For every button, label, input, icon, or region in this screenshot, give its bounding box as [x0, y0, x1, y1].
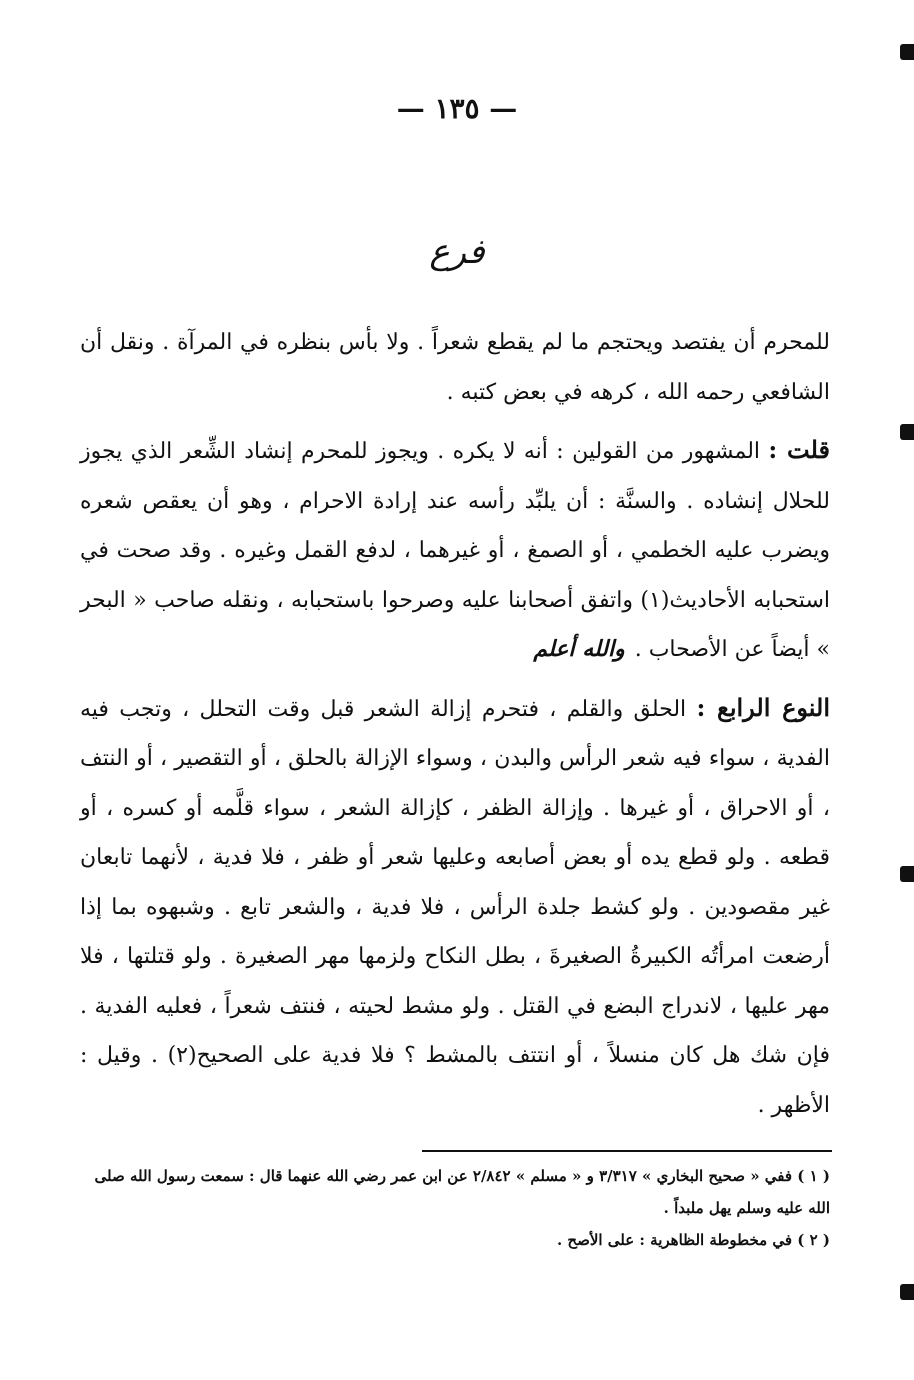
paragraph-2-closing: والله أعلم: [533, 636, 625, 662]
paragraph-1-text: للمحرم أن يفتصد ويحتجم ما لم يقطع شعراً . ولا بأس بنظره في المرآة . ونقل أن الشافعي رحمه الله ، كرهه في بعض كتبه .: [80, 330, 830, 405]
edge-mark: [900, 44, 914, 60]
paragraph-3-lead: النوع الرابع :: [696, 692, 831, 722]
paragraph-3: [80, 683, 830, 1131]
footnote-divider: [422, 1150, 832, 1152]
page-number: — ١٣٥ —: [396, 92, 518, 125]
edge-mark: [900, 1284, 914, 1300]
footnote-2: ( ٢ ) في مخطوطة الظاهرية : على الأصح .: [556, 1231, 830, 1249]
paragraph-3-text: الحلق والقلم ، فتحرم إزالة الشعر قبل وقت التحلل ، وتجب فيه الفدية ، سواء فيه شعر الرأس والبدن ، وسواء الإزالة بالحلق ، أو التقصير ، أو النتف ، أو الاحراق ، أو غيرها . وإزالة الظفر ، كإزالة الشعر ، سواء قلَّمه أو كسره ، أو قطعه . ولو قطع يده أو بعض أصابعه وعليها شعر أو ظفر ، فلا فدية ، لأنهما تابعان غير مقصودين . ولو كشط جلدة الرأس ، فلا فدية ، والشعر تابع . وشبهوه بما إذا أرضعت امرأتُه الكبيرةُ الصغيرةَ ، بطل النكاح ولزمها مهر الصغيرة . ولو قتلتها ، فلا مهر عليها ، لاندراج البضع في القتل . ولو مشط لحيته ، فنتف شعراً ، فعليه الفدية . فإن شك هل كان منسلاً ، أو انتتف بالمشط ؟ فلا فدية على الصحيح(٢) . وقيل : الأظهر .: [80, 696, 830, 1118]
paragraph-2-lead: قلت :: [768, 435, 831, 464]
section-heading: فرع: [429, 232, 485, 272]
paragraph-2: [80, 425, 830, 675]
edge-mark: [900, 866, 914, 882]
body-text: [80, 318, 830, 1130]
footnote-1: ( ١ ) ففي « صحيح البخاري » ٣/٣١٧ و « مسلم » ٢/٨٤٢ عن ابن عمر رضي الله عنهما قال : سمعت رسول الله صلى الله عليه وسلم يهل ملبداً .: [94, 1167, 830, 1217]
paragraph-1: [80, 318, 830, 417]
paragraph-2-text: المشهور من القولين : أنه لا يكره . ويجوز للمحرم إنشاد الشِّعر الذي يجوز للحلال إنشاده . والسنَّة : أن يلبِّد رأسه عند إرادة الاحرام ، وهو أن يعقص شعره ويضرب عليه الخطمي ، أو الصمغ ، أو غيرهما ، لدفع القمل وغيره . وقد صحت في استحبابه الأحاديث(١) واتفق أصحابنا عليه وصرحوا باستحبابه ، ونقله صاحب « البحر » أيضاً عن الأصحاب .: [80, 439, 830, 662]
edge-mark: [900, 424, 914, 440]
footnotes: [80, 1160, 830, 1256]
